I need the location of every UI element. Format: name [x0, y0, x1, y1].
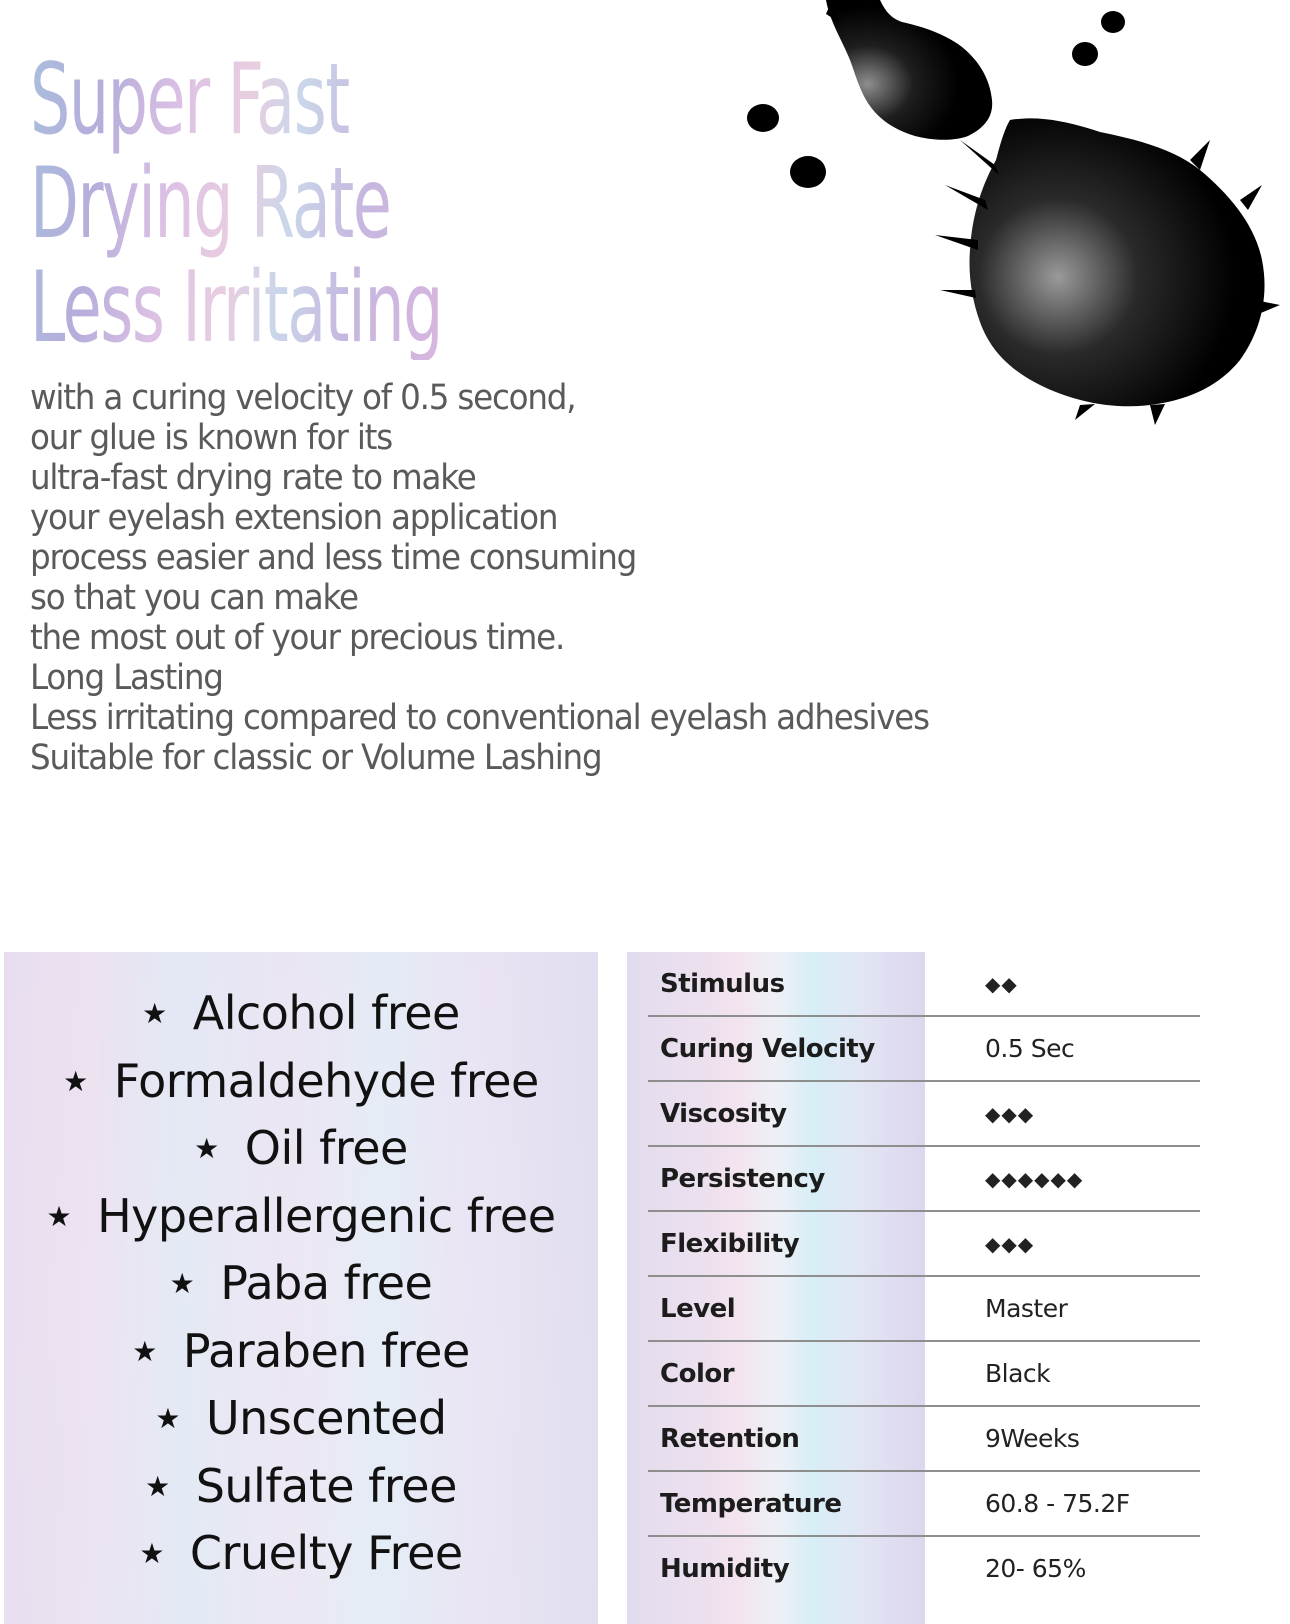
list-item: ★ Paba free — [169, 1256, 433, 1310]
spec-value: 0.5 Sec — [937, 1016, 1200, 1081]
star-icon: ★ — [169, 1267, 195, 1300]
spec-label: Flexibility — [648, 1211, 937, 1276]
list-item: ★ Unscented — [155, 1391, 447, 1445]
table-row — [648, 1081, 1200, 1146]
list-item: ★ Sulfate free — [145, 1458, 457, 1513]
rating-diamonds-icon: ◆◆ — [937, 952, 1200, 1016]
star-icon: ★ — [194, 1132, 219, 1165]
spec-value: Master — [937, 1276, 1200, 1341]
description — [30, 378, 929, 778]
star-icon: ★ — [63, 1064, 88, 1098]
spec-value: 20- 65% — [985, 1554, 1086, 1583]
free-from-list — [4, 980, 598, 1588]
list-item: ★ Alcohol free — [142, 986, 460, 1040]
description-line: with a curing velocity of 0.5 second, — [30, 378, 576, 418]
headline — [30, 43, 442, 365]
description-line: Less irritating compared to conventional eyelash adhesives — [30, 698, 929, 738]
spec-value: 60.8 - 75.2F — [937, 1471, 1200, 1536]
spec-label: Viscosity — [648, 1081, 937, 1146]
table-row — [648, 1536, 1200, 1600]
table-row — [648, 1016, 1200, 1081]
spec-label: Retention — [648, 1406, 937, 1471]
description-line: the most out of your precious time. — [30, 618, 565, 658]
description-line: process easier and less time consuming — [30, 538, 637, 578]
headline-line: Drying Rate — [30, 147, 391, 261]
description-line: Suitable for classic or Volume Lashing — [30, 738, 602, 778]
spec-value: 9Weeks — [937, 1406, 1200, 1471]
spec-label: Humidity — [660, 1553, 790, 1584]
list-item: ★ Hyperallergenic free — [46, 1188, 556, 1243]
table-row — [648, 1276, 1200, 1341]
spec-label: Curing Velocity — [648, 1016, 937, 1081]
spec-value: Black — [937, 1341, 1200, 1406]
table-row — [648, 1211, 1200, 1276]
rating-diamonds-icon: ◆◆◆ — [937, 1081, 1200, 1146]
list-item: ★ Paraben free — [132, 1323, 470, 1378]
spec-label: Persistency — [648, 1146, 937, 1211]
headline-line: Less Irritating — [30, 251, 442, 365]
star-icon: ★ — [142, 997, 167, 1030]
headline-line: Super Fast — [30, 43, 349, 157]
list-item: ★ Formaldehyde free — [63, 1053, 539, 1108]
description-line: ultra-fast drying rate to make — [30, 458, 476, 498]
star-icon: ★ — [132, 1334, 157, 1368]
description-line: so that you can make — [30, 578, 358, 618]
table-row — [648, 1146, 1200, 1211]
spec-label: Color — [648, 1341, 937, 1406]
spec-label: Stimulus — [648, 952, 937, 1016]
star-icon: ★ — [145, 1469, 170, 1503]
description-line: your eyelash extension application — [30, 498, 558, 538]
list-item: ★ Oil free — [194, 1121, 408, 1175]
spec-label: Temperature — [648, 1471, 937, 1536]
star-icon: ★ — [139, 1537, 164, 1570]
description-line: our glue is known for its — [30, 418, 392, 458]
table-row — [648, 1341, 1200, 1406]
table-row — [648, 952, 1200, 1016]
description-line: Long Lasting — [30, 658, 223, 698]
spec-table — [648, 952, 1200, 1600]
rating-diamonds-icon: ◆◆◆ — [937, 1211, 1200, 1276]
spec-label: Level — [648, 1276, 937, 1341]
list-item: ★ Cruelty Free — [139, 1526, 463, 1580]
star-icon: ★ — [155, 1402, 181, 1435]
table-row — [648, 1406, 1200, 1471]
free-from-panel — [4, 952, 598, 1624]
rating-diamonds-icon: ◆◆◆◆◆◆ — [937, 1146, 1200, 1211]
table-row — [648, 1471, 1200, 1536]
star-icon: ★ — [46, 1199, 72, 1233]
